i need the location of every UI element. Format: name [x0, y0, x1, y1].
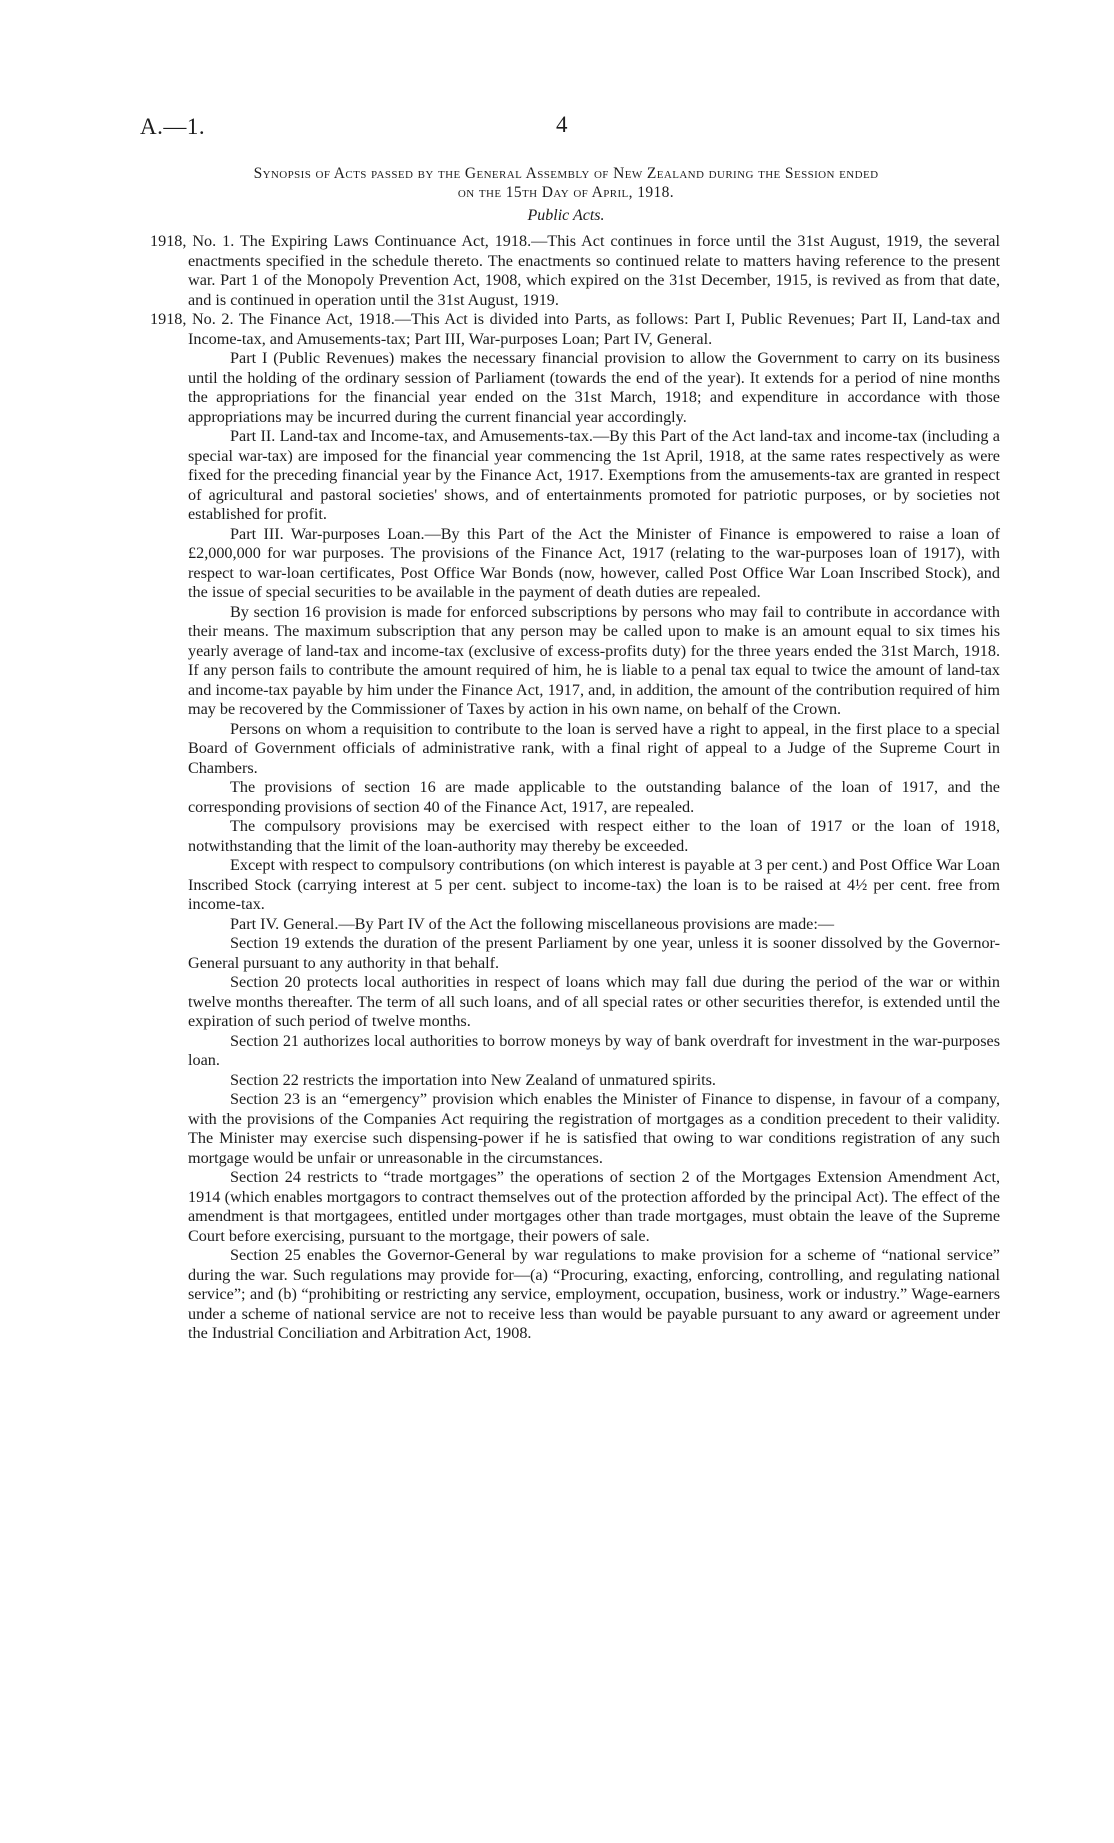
paragraph-part-4: Part IV. General.—By Part IV of the Act the following miscellaneous provisions are made:—: [230, 914, 835, 933]
paragraph-compulsory-provisions: The compulsory provisions may be exercised with respect either to the loan of 1917 or the loan of 1918, notwithstanding that the limit of the loan-authority may thereby be exceeded.: [188, 817, 1000, 855]
paragraph-section-24: Section 24 restricts to “trade mortgages” the operations of section 2 of the Mortgages Extension Amendment Act, 1914 (which enables mortgagors to contract themselves out of the protection afforded by the principal Act). The effect of the amendment is that mortgagees, entitled under mortgages other than trade mortgages, must obtain the leave of the Supreme Court before exercising, pursuant to the mortgage, their powers of sale.: [188, 1168, 1000, 1245]
paragraph-section-25: Section 25 enables the Governor-General by war regulations to make provision for a scheme of “national service” during the war. Such regulations may provide for—(a) “Procuring, exacting, enforcing, controlling, and regulating national service”; and (b) “prohibiting or restricting any service, employment, occupation, business, work or industry.” Wage-earners under a scheme of national service are not to receive less than would be payable pursuant to any award or agreement under the Industrial Conciliation and Arbitration Act, 1908.: [188, 1246, 1000, 1342]
paragraph-appeal: Persons on whom a requisition to contribute to the loan is served have a right to appeal, in the first place to a special Board of Government officials of administrative rank, with a final right of appeal to a Judge of the Supreme Court in Chambers.: [188, 719, 1000, 777]
paragraph-part-3: Part III. War-purposes Loan.—By this Part of the Act the Minister of Finance is empowered to raise a loan of £2,000,000 for war purposes. The provisions of the Finance Act, 1917 (relating to the war-purposes loan of 1917), with respect to war-loan certificates, Post Office War Bonds (now, however, called Post Office War Loan Inscribed Stock), and the issue of special securities to be available in the payment of death duties are repealed.: [188, 524, 1000, 601]
paragraph-section-22: Section 22 restricts the importation into New Zealand of unmatured spirits.: [230, 1070, 716, 1089]
document-reference: A.—1.: [140, 114, 206, 139]
document-body: [150, 232, 1000, 1344]
section-title: Public Acts.: [527, 207, 605, 224]
paragraph-section-16: By section 16 provision is made for enforced subscriptions by persons who may fail to contribute in accordance with their means. The maximum subscription that any person may be called upon to make is an amount equal to six times his yearly average of land-tax and income-tax (exclusive of excess-profits duty) for the three years ended the 31st March, 1918. If any person fails to contribute the amount required of him, he is liable to a penal tax equal to twice the amount of land-tax and income-tax payable by him under the Finance Act, 1917, and, in addition, the amount of the contribution required of him may be recovered by the Commissioner of Taxes by action in his own name, on behalf of the Crown.: [188, 602, 1000, 718]
paragraph-part-2: Part II. Land-tax and Income-tax, and Amusements-tax.—By this Part of the Act land-tax and income-tax (including a special war-tax) are imposed for the financial year commencing the 1st April, 1918, at the same rates respectively as were fixed for the preceding financial year by the Finance Act, 1917. Exemptions from the amusements-tax are granted in respect of agricultural and pastoral societies' shows, and of entertainments promoted for patriotic purposes, or by societies not established for profit.: [188, 427, 1000, 523]
act-paragraph-no-1: 1918, No. 1. The Expiring Laws Continuance Act, 1918.—This Act continues in force until the 31st August, 1919, the several enactments specified in the schedule thereto. The enactments so continued relate to matters having reference to the present war. Part 1 of the Monopoly Prevention Act, 1908, which expired on the 31st December, 1915, is revived as from that date, and is continued in operation until the 31st August, 1919.: [150, 232, 1000, 309]
page-heading: [136, 164, 996, 202]
act-paragraph-no-2: 1918, No. 2. The Finance Act, 1918.—This Act is divided into Parts, as follows: Part I, Public Revenues; Part II, Land-tax and Income-tax, and Amusements-tax; Part III, War-purposes Loan; Part IV, General.: [150, 310, 1000, 348]
heading-line-1: Synopsis of Acts passed by the General Assembly of New Zealand during the Session ended: [253, 165, 879, 182]
paragraph-interest-rates: Except with respect to compulsory contributions (on which interest is payable at 3 per cent.) and Post Office War Loan Inscribed Stock (carrying interest at 5 per cent. subject to income-tax) the loan is to be raised at 4½ per cent. free from income-tax.: [188, 856, 1000, 913]
page-number: 4: [556, 112, 568, 137]
paragraph-section-23: Section 23 is an “emergency” provision which enables the Minister of Finance to dispense, in favour of a company, with the provisions of the Companies Act requiring the registration of mortgages as a condition precedent to their validity. The Minister may exercise such dispensing-power if he is satisfied that owing to war conditions registration of any such mortgage would be unfair or unreasonable in the circumstances.: [188, 1090, 1000, 1167]
paragraph-section-19: Section 19 extends the duration of the present Parliament by one year, unless it is sooner dissolved by the Governor-General pursuant to any authority in that behalf.: [188, 934, 1000, 972]
paragraph-section-20: Section 20 protects local authorities in respect of loans which may fall due during the period of the war or within twelve months thereafter. The term of all such loans, and of all special rates or other securities therefor, is extended until the expiration of such period of twelve months.: [188, 973, 1000, 1030]
heading-line-2: on the 15th Day of April, 1918.: [457, 184, 675, 201]
paragraph-section-16-applicable: The provisions of section 16 are made applicable to the outstanding balance of the loan of 1917, and the corresponding provisions of section 40 of the Finance Act, 1917, are repealed.: [188, 778, 1000, 816]
paragraph-part-1: Part I (Public Revenues) makes the necessary financial provision to allow the Government to carry on its business until the holding of the ordinary session of Parliament (towards the end of the year). It extends for a period of nine months the appropriations for the financial year ended on the 31st March, 1918; and expenditure in accordance with those appropriations may be incurred during the current financial year accordingly.: [188, 349, 1000, 426]
paragraph-section-21: Section 21 authorizes local authorities to borrow moneys by way of bank overdraft for investment in the war-purposes loan.: [188, 1031, 1000, 1069]
